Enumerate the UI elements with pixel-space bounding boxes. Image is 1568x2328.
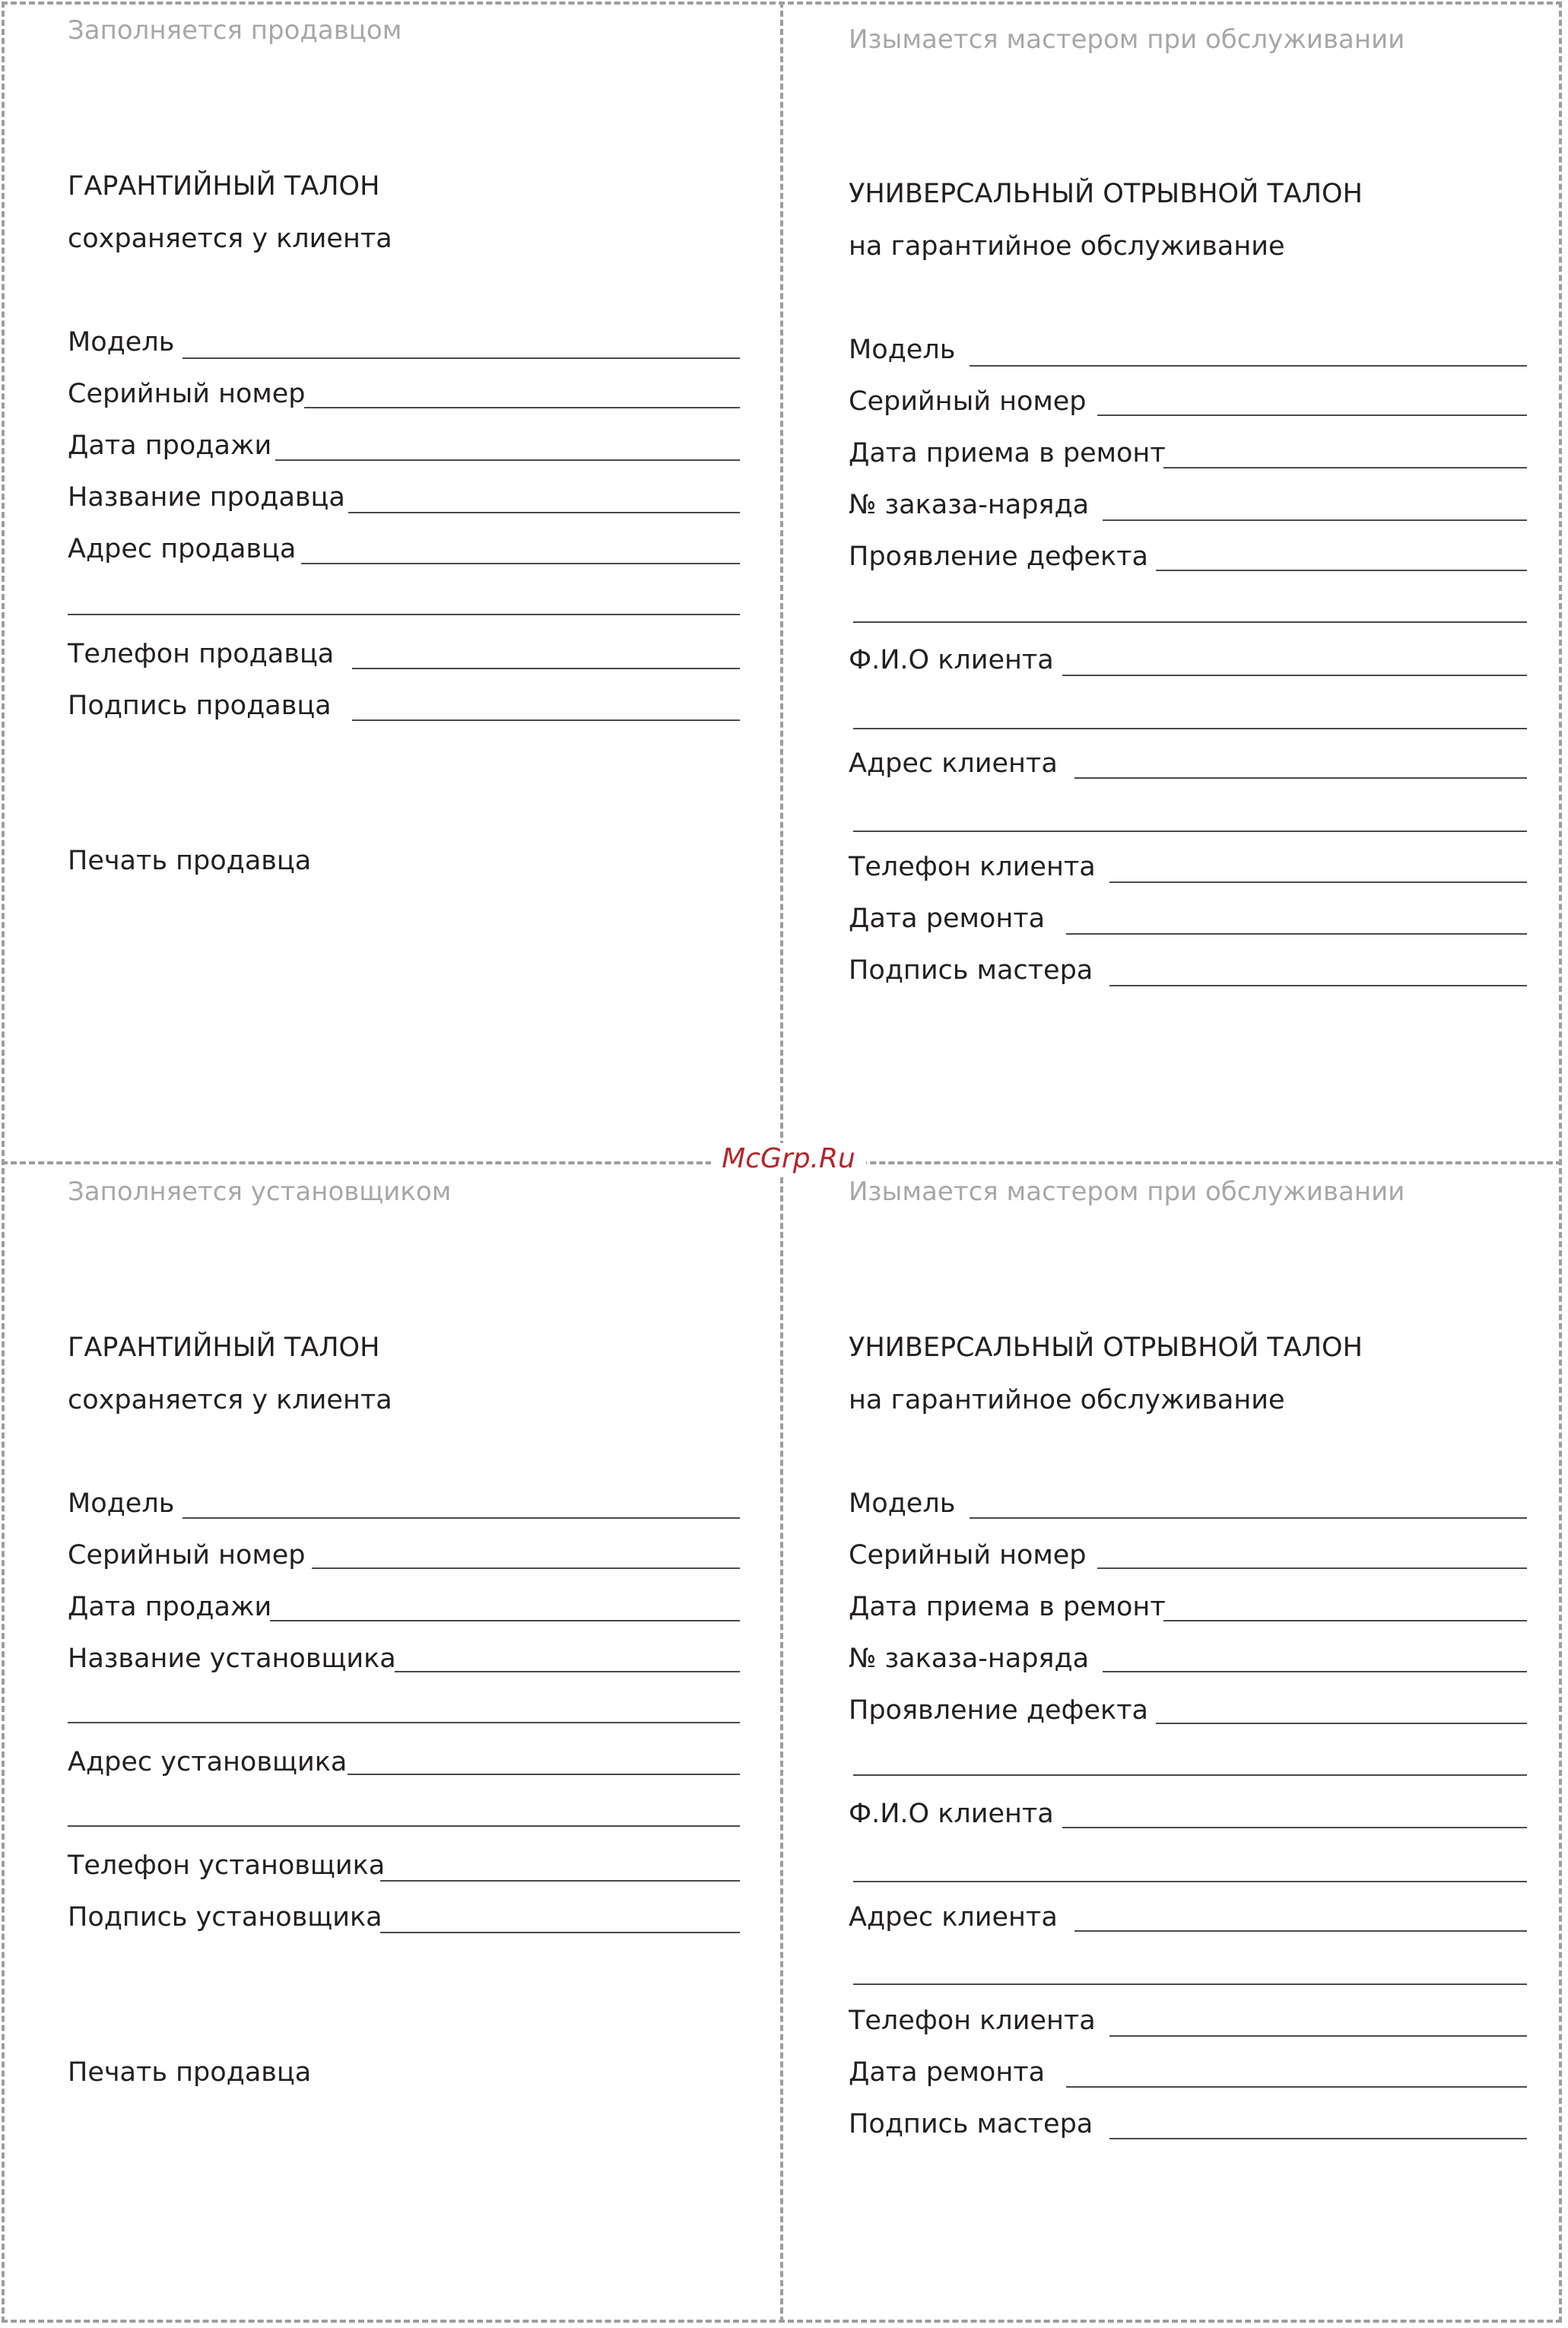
field-label-seller-signature: Подпись продавца	[68, 691, 332, 721]
field-line-installer-name-extra[interactable]	[68, 1722, 740, 1723]
field-label-model: Модель	[68, 1488, 175, 1519]
field-line-sale-date[interactable]	[270, 1620, 740, 1621]
field-line-installer-signature[interactable]	[380, 1932, 740, 1933]
field-line-seller-address[interactable]	[301, 563, 740, 564]
stamp-label: Печать продавца	[68, 2057, 312, 2088]
card-title: УНИВЕРСАЛЬНЫЙ ОТРЫВНОЙ ТАЛОН	[849, 1332, 1363, 1363]
field-line-seller-address-extra[interactable]	[68, 614, 740, 615]
field-label-seller-name: Название продавца	[68, 482, 345, 513]
field-label-repair-intake-date: Дата приема в ремонт	[849, 1592, 1166, 1622]
card-title: ГАРАНТИЙНЫЙ ТАЛОН	[68, 171, 380, 202]
field-label-sale-date: Дата продажи	[68, 430, 272, 461]
field-line-repair-intake-date[interactable]	[1163, 467, 1527, 468]
field-label-defect: Проявление дефекта	[849, 542, 1148, 572]
field-label-client-address: Адрес клиента	[849, 1902, 1058, 1933]
field-line-model[interactable]	[970, 1517, 1527, 1519]
card-hint: Заполняется установщиком	[68, 1177, 452, 1207]
field-line-serial[interactable]	[1097, 1567, 1527, 1569]
field-label-client-phone: Телефон клиента	[849, 2006, 1096, 2036]
field-line-model[interactable]	[183, 357, 740, 359]
field-line-seller-signature[interactable]	[352, 719, 740, 721]
card-title: ГАРАНТИЙНЫЙ ТАЛОН	[68, 1332, 380, 1363]
field-line-defect[interactable]	[1156, 570, 1527, 571]
field-label-model: Модель	[68, 327, 175, 357]
card-title: УНИВЕРСАЛЬНЫЙ ОТРЫВНОЙ ТАЛОН	[849, 179, 1363, 209]
field-line-sale-date[interactable]	[275, 459, 740, 461]
field-line-installer-address[interactable]	[348, 1774, 740, 1775]
card-subtitle: на гарантийное обслуживание	[849, 231, 1285, 262]
field-label-installer-name: Название установщика	[68, 1644, 396, 1674]
field-line-client-address-extra[interactable]	[853, 831, 1527, 832]
field-line-repair-date[interactable]	[1066, 933, 1527, 935]
field-label-defect: Проявление дефекта	[849, 1695, 1148, 1726]
field-line-client-address[interactable]	[1074, 1930, 1527, 1932]
field-label-client-name: Ф.И.О клиента	[849, 1799, 1054, 1829]
field-line-master-signature[interactable]	[1109, 985, 1527, 986]
field-line-repair-intake-date[interactable]	[1163, 1620, 1527, 1621]
card-subtitle: на гарантийное обслуживание	[849, 1385, 1285, 1415]
field-line-installer-address-extra[interactable]	[68, 1825, 740, 1827]
card-hint: Изымается мастером при обслуживании	[849, 24, 1405, 55]
field-line-client-name[interactable]	[1062, 675, 1527, 676]
field-line-serial[interactable]	[304, 407, 740, 408]
field-line-defect-extra[interactable]	[853, 621, 1527, 623]
card-subtitle: сохраняется у клиента	[68, 1385, 392, 1415]
card-hint: Изымается мастером при обслуживании	[849, 1177, 1405, 1207]
field-label-seller-address: Адрес продавца	[68, 534, 297, 564]
field-label-sale-date: Дата продажи	[68, 1592, 272, 1622]
field-line-defect-extra[interactable]	[853, 1774, 1527, 1776]
field-label-work-order: № заказа-наряда	[849, 490, 1090, 520]
field-label-installer-address: Адрес установщика	[68, 1747, 348, 1777]
field-label-client-name: Ф.И.О клиента	[849, 645, 1054, 675]
field-line-installer-phone[interactable]	[380, 1880, 740, 1882]
field-label-client-phone: Телефон клиента	[849, 852, 1096, 882]
field-line-seller-phone[interactable]	[352, 668, 740, 669]
field-line-client-address-extra[interactable]	[853, 1983, 1527, 1985]
field-label-repair-date: Дата ремонта	[849, 2057, 1046, 2088]
field-label-seller-phone: Телефон продавца	[68, 639, 335, 669]
field-label-repair-date: Дата ремонта	[849, 904, 1046, 934]
card-subtitle: сохраняется у клиента	[68, 224, 392, 254]
field-label-installer-phone: Телефон установщика	[68, 1850, 386, 1881]
field-line-work-order[interactable]	[1103, 1671, 1527, 1672]
field-label-repair-intake-date: Дата приема в ремонт	[849, 438, 1166, 468]
field-label-serial: Серийный номер	[68, 379, 306, 409]
field-line-master-signature[interactable]	[1109, 2138, 1527, 2139]
stamp-label: Печать продавца	[68, 846, 312, 876]
field-line-client-name-extra[interactable]	[853, 728, 1527, 729]
field-line-client-address[interactable]	[1074, 777, 1527, 779]
field-line-work-order[interactable]	[1103, 519, 1527, 521]
field-line-serial[interactable]	[1097, 414, 1527, 416]
field-line-repair-date[interactable]	[1066, 2086, 1527, 2088]
field-label-serial: Серийный номер	[68, 1540, 306, 1571]
field-line-client-phone[interactable]	[1109, 881, 1527, 883]
card-hint: Заполняется продавцом	[68, 15, 402, 46]
field-line-client-name[interactable]	[1062, 1827, 1527, 1828]
field-line-defect[interactable]	[1156, 1723, 1527, 1724]
field-line-model[interactable]	[183, 1517, 740, 1519]
field-label-serial: Серийный номер	[849, 1540, 1087, 1571]
field-line-model[interactable]	[970, 365, 1527, 367]
watermark: McGrp.Ru	[711, 1143, 866, 1174]
field-label-installer-signature: Подпись установщика	[68, 1902, 382, 1933]
field-line-installer-name[interactable]	[395, 1671, 740, 1672]
field-label-model: Модель	[849, 1488, 956, 1519]
field-label-model: Модель	[849, 335, 956, 365]
field-label-work-order: № заказа-наряда	[849, 1644, 1090, 1674]
field-label-master-signature: Подпись мастера	[849, 955, 1093, 986]
field-label-serial: Серийный номер	[849, 386, 1087, 417]
field-label-master-signature: Подпись мастера	[849, 2109, 1093, 2139]
field-line-client-phone[interactable]	[1109, 2035, 1527, 2037]
field-line-client-name-extra[interactable]	[853, 1881, 1527, 1882]
field-label-client-address: Адрес клиента	[849, 748, 1058, 779]
field-line-seller-name[interactable]	[348, 512, 740, 513]
field-line-serial[interactable]	[312, 1567, 740, 1569]
